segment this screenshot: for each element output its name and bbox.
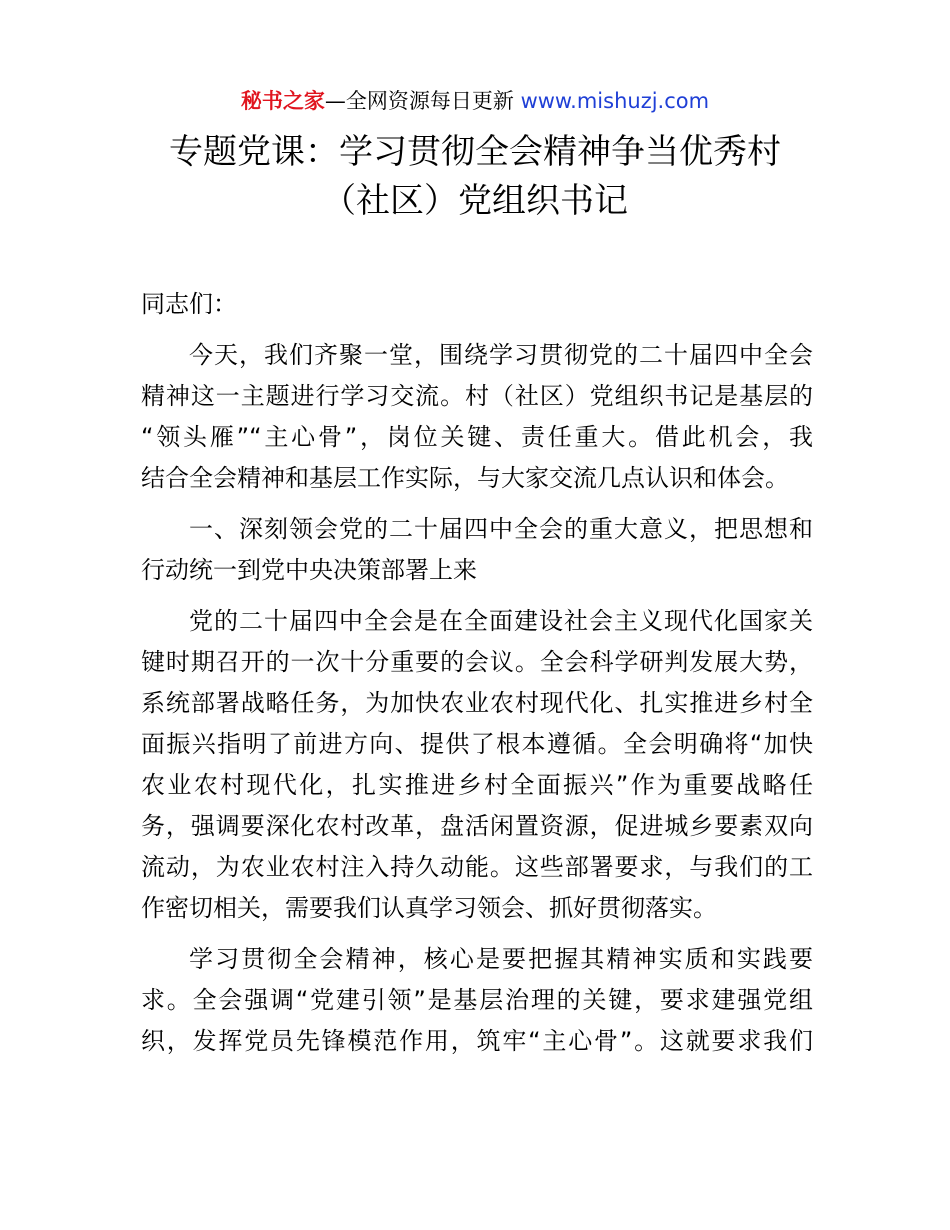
paragraph-line: 面振兴指明了前进方向、提供了根本遵循。全会明确将“加快 <box>141 730 813 758</box>
heading-line: 一、深刻领会党的二十届四中全会的重大意义，把思想和 <box>189 515 813 543</box>
paragraph-line: 求。全会强调“党建引领”是基层治理的关键，要求建强党组 <box>141 986 813 1014</box>
brand-name: 秘书之家 <box>240 89 325 113</box>
paragraph-line: 流动，为农业农村注入持久动能。这些部署要求，与我们的工 <box>141 853 813 881</box>
paragraph-line: 学习贯彻全会精神，核心是要把握其精神实质和实践要 <box>189 945 813 973</box>
document-title <box>100 128 850 226</box>
paragraph-line: 党的二十届四中全会是在全面建设社会主义现代化国家关 <box>189 607 813 635</box>
site-header <box>0 86 950 116</box>
section-heading-1 <box>141 509 813 591</box>
paragraph-line: 精神这一主题进行学习交流。村（社区）党组织书记是基层的 <box>141 382 813 410</box>
header-tagline: —全网资源每日更新 <box>324 89 514 113</box>
greeting: 同志们： <box>141 290 237 318</box>
title-line-2: （社区）党组织书记 <box>322 181 628 221</box>
paragraph-line: 农业农村现代化，扎实推进乡村全面振兴”作为重要战略任 <box>141 771 813 799</box>
document-body <box>141 284 813 1072</box>
paragraph-line: 织，发挥党员先锋模范作用，筑牢“主心骨”。这就要求我们 <box>141 1027 813 1055</box>
paragraph-core <box>141 939 813 1062</box>
paragraph-significance <box>141 601 813 929</box>
paragraph-line: “领头雁”“主心骨”，岗位关键、责任重大。借此机会，我 <box>141 423 813 451</box>
paragraph-line: 作密切相关，需要我们认真学习领会、抓好贯彻落实。 <box>141 894 717 922</box>
site-url-link[interactable]: www.mishuzj.com <box>520 89 710 113</box>
heading-line: 行动统一到党中央决策部署上来 <box>141 556 477 584</box>
title-line-1: 专题党课：学习贯彻全会精神争当优秀村 <box>169 132 781 172</box>
paragraph-intro <box>141 335 813 499</box>
paragraph-line: 结合全会精神和基层工作实际，与大家交流几点认识和体会。 <box>141 464 789 492</box>
paragraph-line: 系统部署战略任务，为加快农业农村现代化、扎实推进乡村全 <box>141 689 813 717</box>
paragraph-line: 今天，我们齐聚一堂，围绕学习贯彻党的二十届四中全会 <box>189 341 813 369</box>
paragraph-line: 务，强调要深化农村改革，盘活闲置资源，促进城乡要素双向 <box>141 812 813 840</box>
paragraph-line: 键时期召开的一次十分重要的会议。全会科学研判发展大势， <box>141 648 813 676</box>
